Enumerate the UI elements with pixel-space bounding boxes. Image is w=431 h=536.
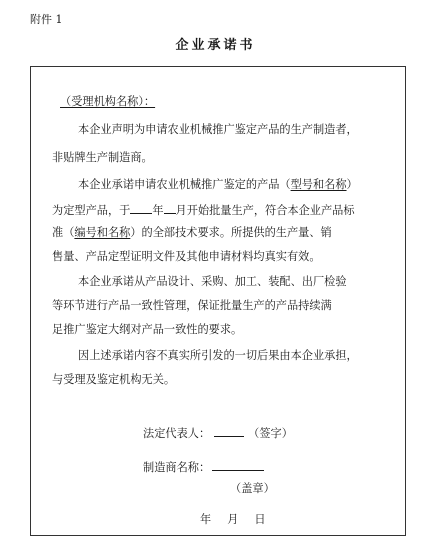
p2-line3: 准（编号和名称）的全部技术要求。所提供的生产量、销 [52,226,332,239]
document-title: 企业承诺书 [175,38,256,53]
legal-representative-line: 法定代表人： （签字） [143,424,293,441]
p2-line1: 本企业承诺申请农业机械推广鉴定的产品（型号和名称） [78,178,358,191]
attachment-label: 附件 1 [30,13,63,26]
date-line: 年 月 日 [200,513,266,526]
seal-note: （盖章） [230,482,275,495]
p4-line2: 与受理及鉴定机构无关。 [52,373,176,386]
manufacturer-blank [212,458,264,471]
addressee: （受理机构名称）： [60,95,156,108]
year-blank [130,201,152,214]
p3-line1: 本企业承诺从产品设计、采购、加工、装配、出厂检验 [78,275,347,288]
p3-line3: 足推广鉴定大纲对产品一致性的要求。 [52,323,243,336]
p2-line4: 售量、产品定型证明文件及其他申请材料均真实有效。 [52,250,321,263]
legal-rep-blank [214,424,244,437]
month-blank [164,201,176,214]
manufacturer-line: 制造商名称： [143,458,264,475]
p1-line2: 非贴牌生产制造商。 [52,151,153,164]
p1-line1: 本企业声明为申请农业机械推广鉴定产品的生产制造者， [78,123,358,136]
p2-line2: 为定型产品，于 年 月开始批量生产，符合本企业产品标 [52,201,355,219]
p4-line1: 因上述承诺内容不真实所引发的一切后果由本企业承担， [78,349,358,362]
p3-line2: 等环节进行产品一致性管理，保证批量生产的产品持续满 [52,299,332,312]
